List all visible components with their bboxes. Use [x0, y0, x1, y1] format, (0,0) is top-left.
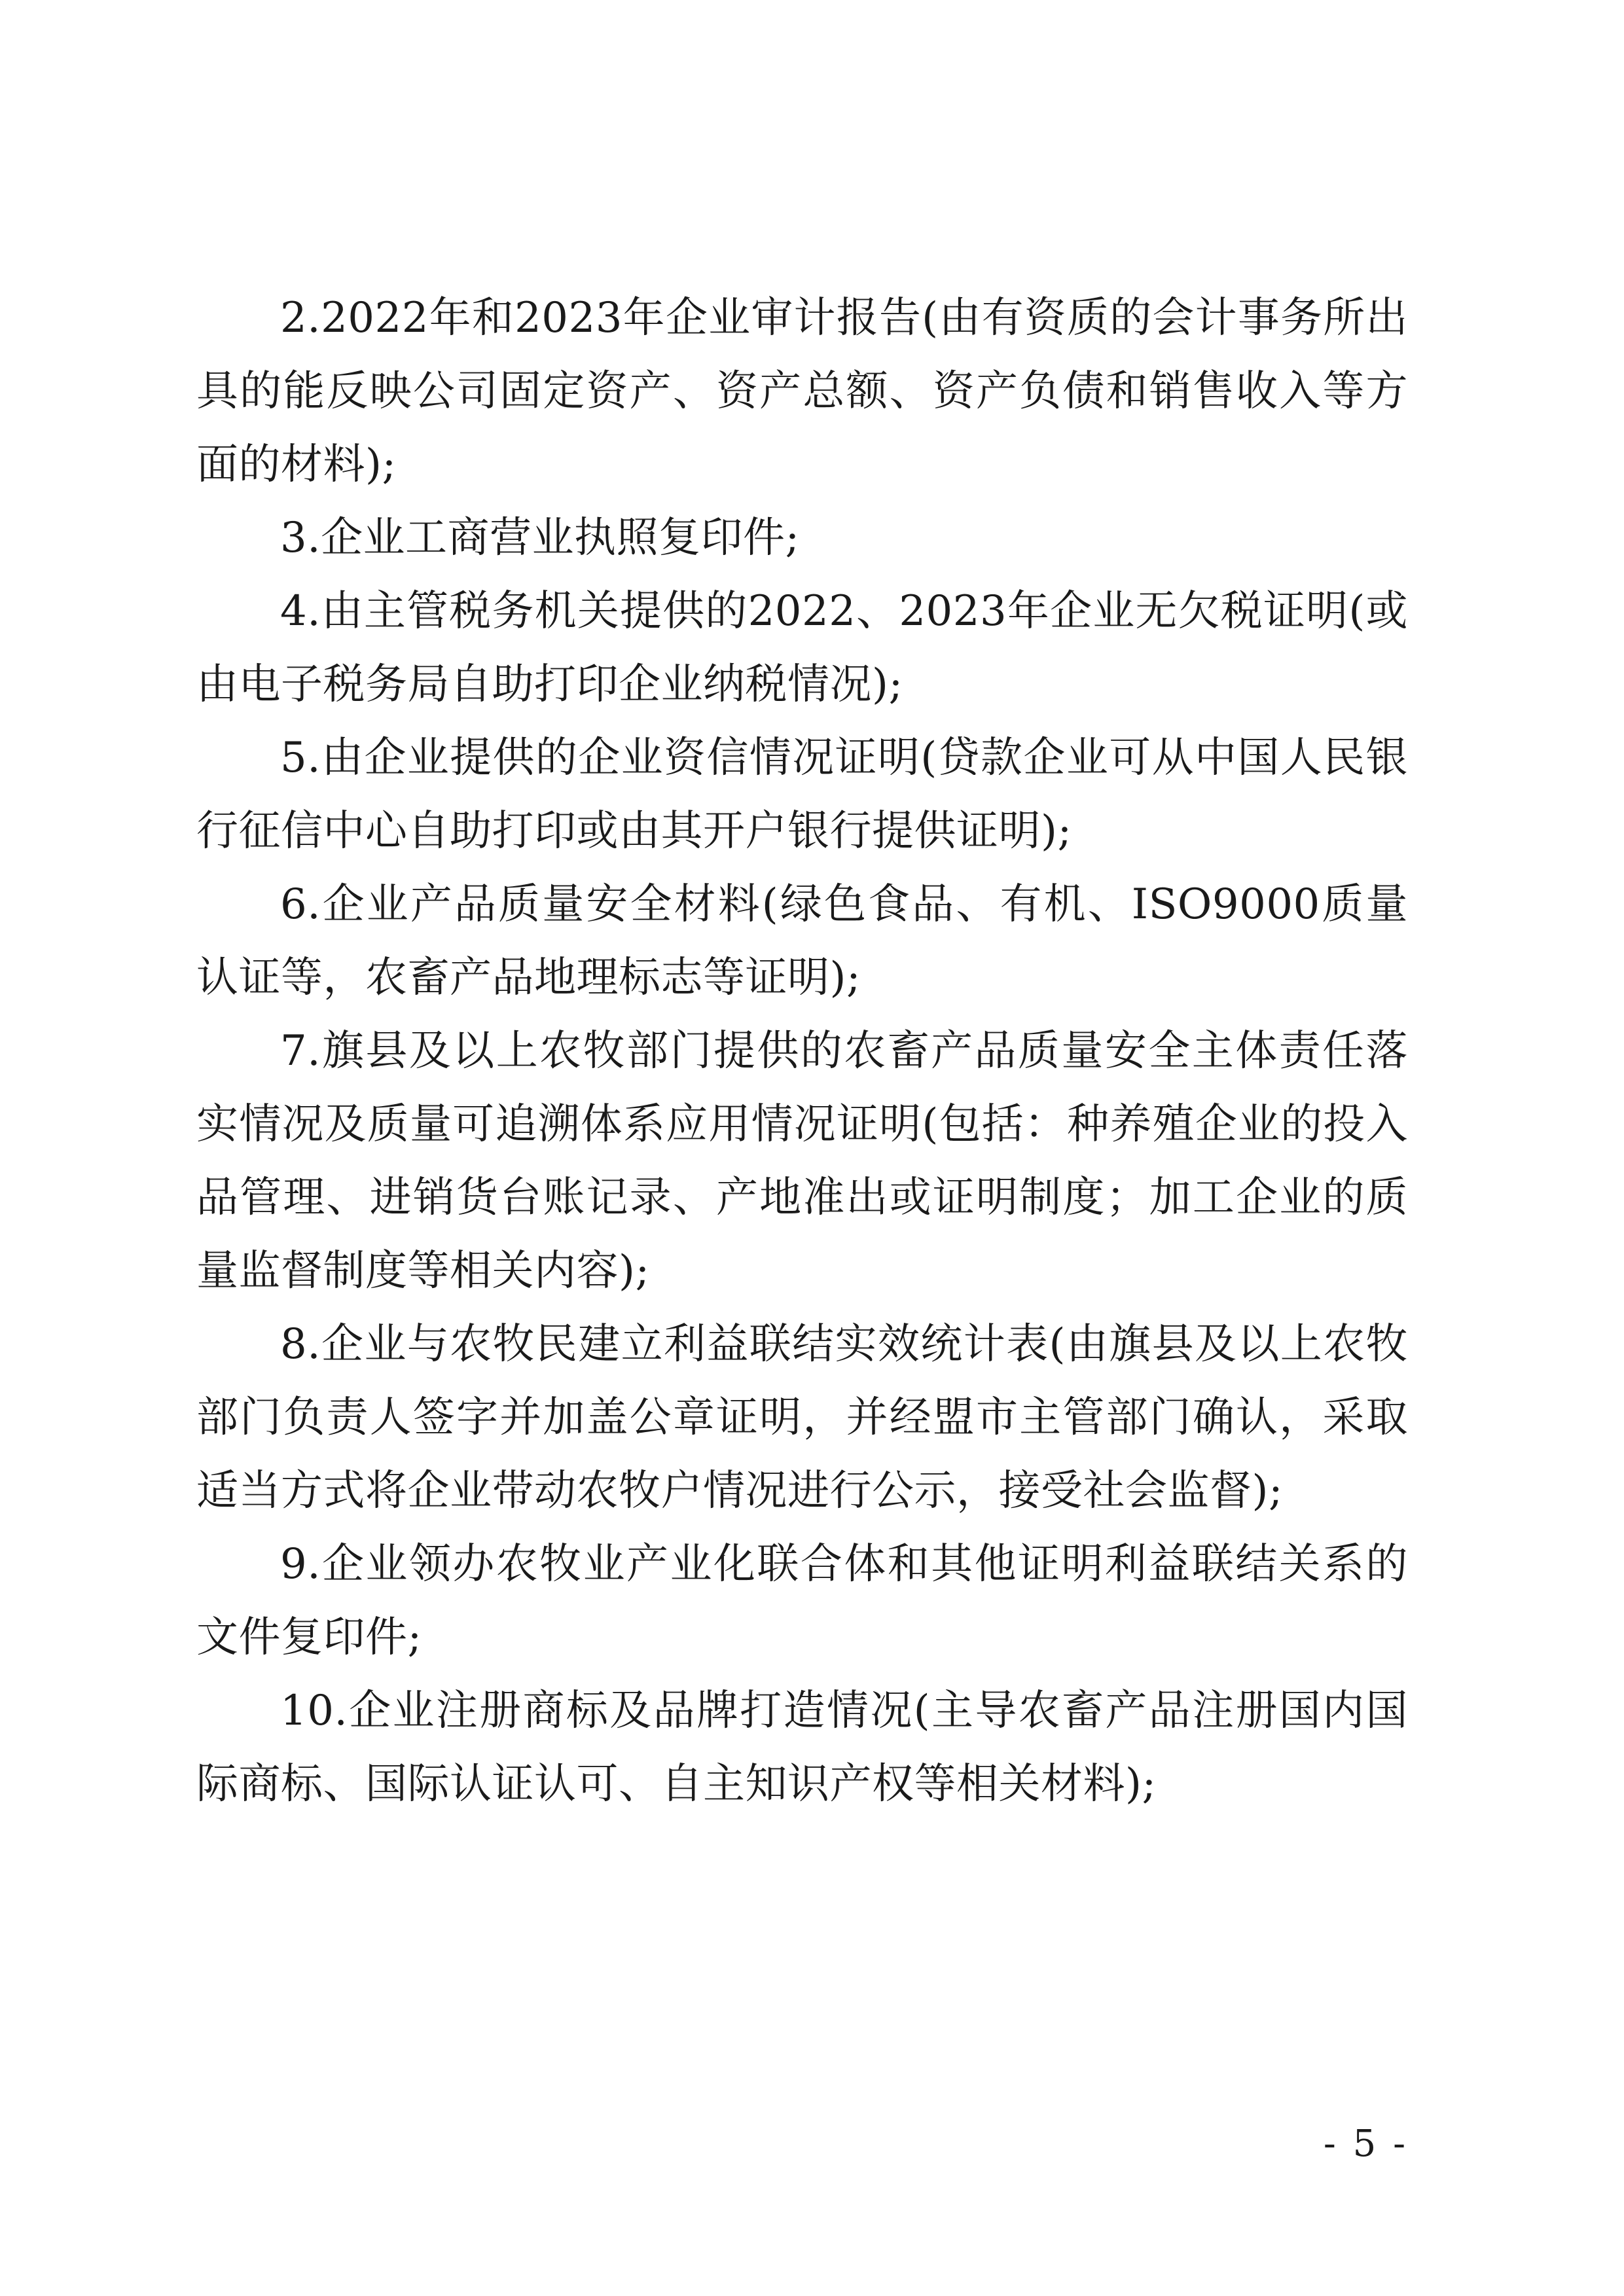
list-item: 5.由企业提供的企业资信情况证明(贷款企业可从中国人民银行征信中心自助打印或由其开户银行提供证明); [196, 734, 1408, 855]
list-item: 10.企业注册商标及品牌打造情况(主导农畜产品注册国内国际商标、国际认证认可、自主知识产权等相关材料); [196, 1687, 1408, 1808]
list-item: 3.企业工商营业执照复印件; [280, 514, 800, 562]
list-item: 7.旗县及以上农牧部门提供的农畜产品质量安全主体责任落实情况及质量可追溯体系应用情况证明(包括：种养殖企业的投入品管理、进销货台账记录、产地准出或证明制度；加工企业的质量监督制度等相关内容); [196, 1027, 1408, 1295]
list-item: 6.企业产品质量安全材料(绿色食品、有机、ISO9000质量认证等，农畜产品地理标志等证明); [196, 880, 1408, 1002]
list-item: 4.由主管税务机关提供的2022、2023年企业无欠税证明(或由电子税务局自助打印企业纳税情况); [196, 587, 1408, 709]
page-number: - 5 - [1323, 2123, 1408, 2165]
list-item: 9.企业领办农牧业产业化联合体和其他证明利益联结关系的文件复印件; [196, 1540, 1408, 1662]
document-body [196, 281, 1408, 1821]
list-item: 2.2022年和2023年企业审计报告(由有资质的会计事务所出具的能反映公司固定资产、资产总额、资产负债和销售收入等方面的材料); [196, 294, 1408, 489]
list-item: 8.企业与农牧民建立利益联结实效统计表(由旗县及以上农牧部门负责人签字并加盖公章证明，并经盟市主管部门确认，采取适当方式将企业带动农牧户情况进行公示，接受社会监督); [196, 1320, 1408, 1515]
